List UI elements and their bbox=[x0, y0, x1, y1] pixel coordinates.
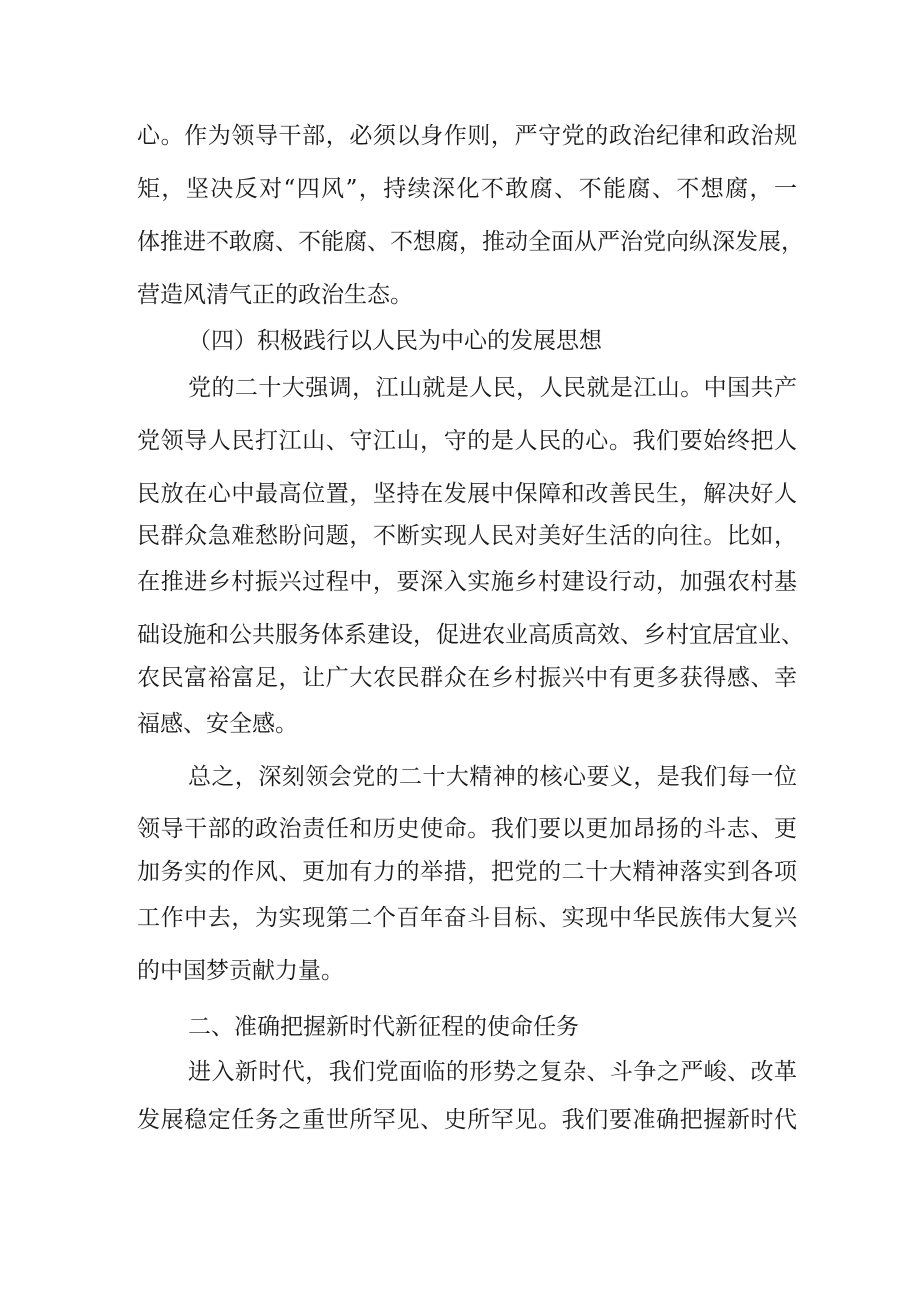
text-line: 民群众急难愁盼问题，不断实现人民对美好生活的向往。比如， bbox=[137, 523, 797, 549]
text-line: 加务实的作风、更加有力的举措，把党的二十大精神落实到各项 bbox=[137, 859, 797, 885]
text-line: 民放在心中最高位置，坚持在发展中保障和改善民生，解决好人 bbox=[137, 481, 797, 507]
text-line: 党的二十大强调，江山就是人民，人民就是江山。中国共产 bbox=[188, 375, 797, 401]
section-heading: 二、准确把握新时代新征程的使命任务 bbox=[188, 1014, 579, 1040]
text-line: 农民富裕富足，让广大农民群众在乡村振兴中有更多获得感、幸 bbox=[137, 665, 797, 691]
text-line: 进入新时代，我们党面临的形势之复杂、斗争之严峻、改革 bbox=[188, 1059, 797, 1085]
text-line: 工作中去，为实现第二个百年奋斗目标、实现中华民族伟大复兴 bbox=[137, 905, 797, 931]
text-line: 党领导人民打江山、守江山，守的是人民的心。我们要始终把人 bbox=[137, 428, 797, 454]
text-line: 领导干部的政治责任和历史使命。我们要以更加昂扬的斗志、更 bbox=[137, 816, 797, 842]
text-line: 福感、安全感。 bbox=[137, 711, 298, 737]
text-line: 营造风清气正的政治生态。 bbox=[137, 282, 413, 308]
text-line: 的中国梦贡献力量。 bbox=[137, 958, 344, 984]
text-line: 总之，深刻领会党的二十大精神的核心要义，是我们每一位 bbox=[188, 764, 797, 790]
section-subheading: （四）积极践行以人民为中心的发展思想 bbox=[188, 328, 602, 354]
text-line: 发展稳定任务之重世所罕见、史所罕见。我们要准确把握新时代 bbox=[137, 1107, 797, 1133]
text-line: 在推进乡村振兴过程中，要深入实施乡村建设行动，加强农村基 bbox=[137, 569, 797, 595]
text-line: 础设施和公共服务体系建设，促进农业高质高效、乡村宜居宜业、 bbox=[137, 622, 804, 648]
text-line: 体推进不敢腐、不能腐、不想腐，推动全面从严治党向纵深发展， bbox=[137, 229, 804, 255]
text-line: 矩，坚决反对“四风”，持续深化不敢腐、不能腐、不想腐，一 bbox=[137, 176, 797, 202]
text-line: 心。作为领导干部，必须以身作则，严守党的政治纪律和政治规 bbox=[137, 123, 797, 149]
